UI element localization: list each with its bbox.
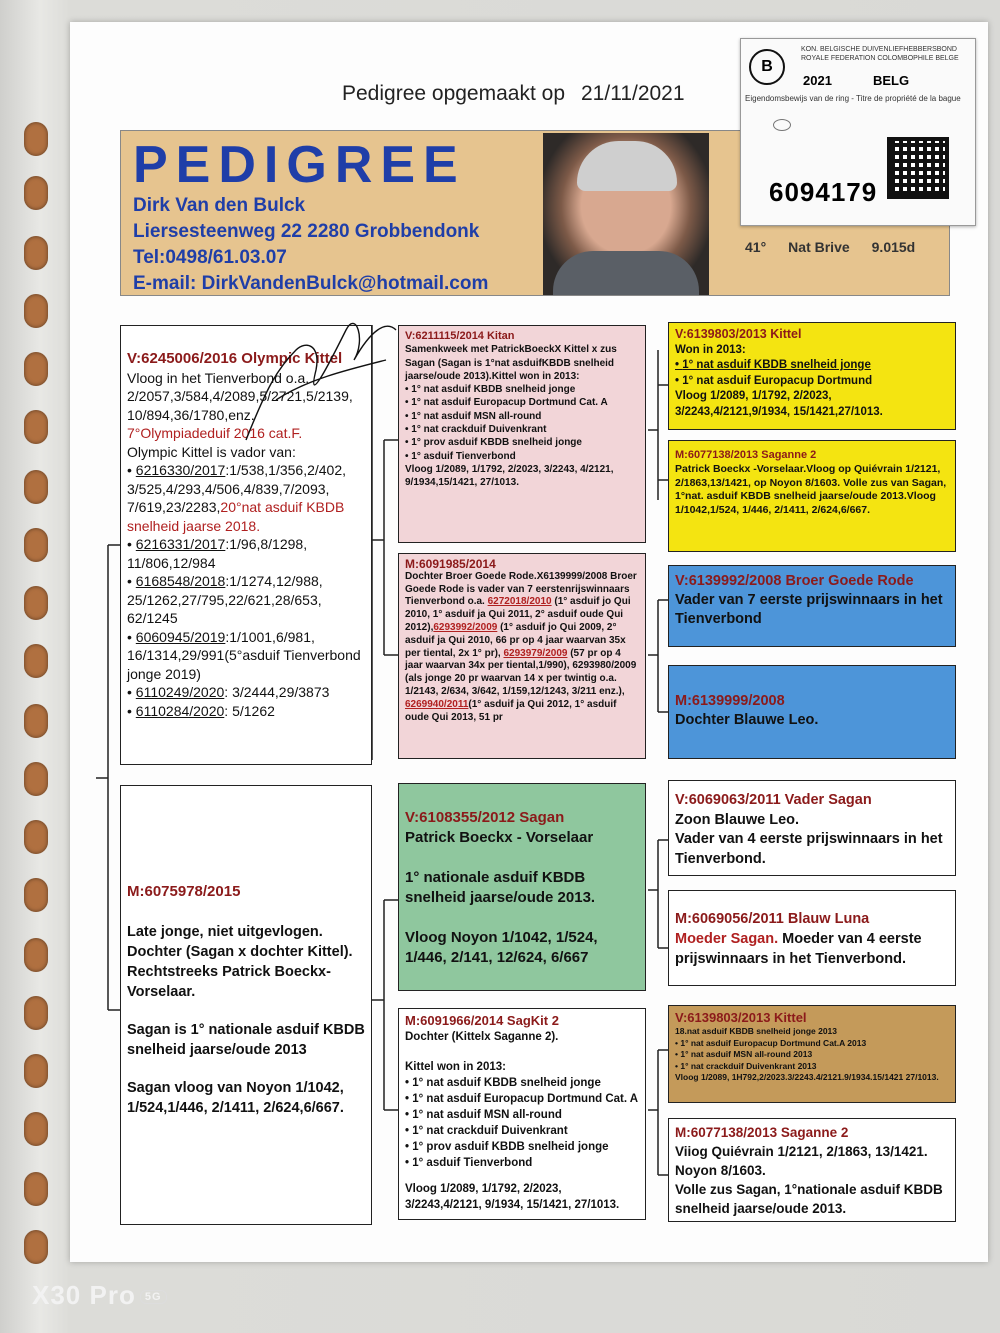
breeder-address: Liersesteenweg 22 2280 Grobbendonk bbox=[133, 221, 480, 242]
kbdb-logo-icon: B bbox=[749, 49, 785, 85]
dam-description: Late jonge, niet uitgevlogen. Dochter (Sagan x dochter Kittel). Rechtstreeks Patrick Boeckx-Vorselaar. bbox=[127, 924, 353, 1000]
ancestor-ring: M:6139999/2008 bbox=[675, 693, 785, 709]
sire-mother-ring: M:6091985/2014 bbox=[405, 557, 496, 571]
ancestor-text: Dochter Blauwe Leo. bbox=[675, 712, 819, 728]
achievement: • 1° nat crackduif Duivenkrant 2013 bbox=[675, 1061, 949, 1073]
tag-country: BELG bbox=[873, 73, 910, 88]
achievement: • 1° asduif Tienverbond bbox=[405, 450, 639, 463]
title-date: 21/11/2021 bbox=[581, 82, 685, 105]
tag-organisation: KON. BELGISCHE DUIVENLIEFHEBBERSBOND ROYALE FEDERATION COLOMBOPHILE BELGE bbox=[801, 46, 959, 62]
ancestor-ring: M:6077138/2013 Saganne 2 bbox=[675, 449, 817, 461]
ancestor-ring: V:6139803/2013 Kittel bbox=[675, 1010, 807, 1025]
dam-sagan-note: Sagan is 1° nationale asduif KBDB snelheid jaarse/oude 2013 bbox=[127, 1022, 365, 1058]
ancestor-ring: V:6069063/2011 Vader Sagan bbox=[675, 792, 872, 808]
subject-line: 2/2057,3/584,4/2089,5/2721,5/2139, bbox=[127, 388, 353, 404]
dam-father-results: Vloog Noyon 1/1042, 1/524, 1/446, 2/141, 12/624, 6/667 bbox=[405, 929, 598, 966]
child-entry: • 6060945/2019:1/1001,6/981, 16/1314,29/991(5°asduif Tienverbond jonge 2019) bbox=[127, 628, 365, 684]
title-label: Pedigree opgemaakt op bbox=[342, 82, 565, 105]
race-dist: 9.015d bbox=[871, 239, 916, 255]
dam-father-ring: V:6108355/2012 Sagan bbox=[405, 809, 565, 826]
achievement: • 1° nat asduif Europacup Dortmund Cat. A bbox=[405, 396, 639, 409]
ancestor-ring: V:6139992/2008 Broer Goede Rode bbox=[675, 573, 914, 589]
dam-sagan-results: Sagan vloog van Noyon 1/1042, 1/524,1/446, 2/1411, 2/624,6/667. bbox=[127, 1080, 344, 1116]
ancestor-won: Won in 2013: bbox=[675, 343, 746, 356]
sire-mother-card bbox=[398, 553, 646, 759]
sire-mother-text: Dochter Broer Goede Rode.X6139999/2008 Broer Goede Rode is vader van 7 eerstenrijswinnaars Tienverbond o.a. 6272018/2010 (1° asduif jo Qui 2010, 1° asduif ja Qui 2011, 2° asduif oude Qui 2012),6293992/2009 (1° asduif jo Qui 2009, 2° asduif ja Qui 2010, 66 pr op 4 jaar waarvan 35x per tiental, 2x 1° pr), 6293979/2009 (57 pr op 4 jaar waarvan 34x per tiental,1/990), 6293980/2009 (als jonge 20 pr waarvan 14 x per twintig o.a. 1/2143, 2/634, 3/642, 1/159,12/1243, 3/211 enz.), 6269940/2011(1° asduif ja Qui 2012, 1° asduif oude Qui 2013, 51 pr bbox=[405, 570, 637, 723]
subject-father-of: Olympic Kittel is vador van: bbox=[127, 443, 296, 460]
dam-father-owner: Patrick Boeckx - Vorselaar bbox=[405, 829, 594, 846]
achievement: • 1° nat asduif MSN all-round bbox=[405, 1107, 639, 1123]
ancestor-card-kittel-2 bbox=[668, 1005, 956, 1103]
breeder-name: Dirk Van den Bulck bbox=[133, 195, 306, 216]
dam-mother-sub: Dochter (Kittelx Saganne 2). bbox=[405, 1031, 559, 1043]
dam-card bbox=[120, 785, 372, 1225]
tag-ownership-text: Eigendomsbewijs van de ring - Titre de propriété de la bague bbox=[745, 94, 961, 103]
ancestor-card-saganne bbox=[668, 440, 956, 552]
achievement: • 1° nat asduif Europacup Dortmund Cat. A bbox=[405, 1091, 639, 1107]
child-entry: • 6110284/2020: 5/1262 bbox=[127, 702, 365, 721]
achievement: 18.nat asduif KBDB snelheid jonge 2013 bbox=[675, 1026, 838, 1036]
camera-model: X30 Pro bbox=[32, 1280, 136, 1310]
tag-year: 2021 bbox=[803, 73, 832, 88]
dam-mother-ring: M:6091966/2014 SagKit 2 bbox=[405, 1013, 559, 1028]
camera-watermark bbox=[32, 1280, 167, 1311]
child-entry: • 6168548/2018:1/1274,12/988, 25/1262,27/795,22/621,28/653, 62/1245 bbox=[127, 572, 365, 628]
achievement: • 1° nat crackduif Duivenkrant bbox=[405, 423, 639, 436]
handwritten-signature bbox=[236, 300, 406, 450]
ancestor-card-kittel bbox=[668, 322, 956, 430]
dam-father-card bbox=[398, 783, 646, 991]
ancestor-ring: V:6139803/2013 Kittel bbox=[675, 327, 802, 341]
child-entry: • 6216331/2017:1/96,8/1298, 11/806,12/984 bbox=[127, 535, 365, 572]
dam-mother-results: Vloog 1/2089, 1/1792, 2/2023, 3/2243,4/2121, 9/1934, 15/1421, 27/1013. bbox=[405, 1183, 620, 1211]
ancestor-card-dochter-blauwe-leo bbox=[668, 665, 956, 759]
ancestor-ring: M:6069056/2011 Blauw Luna bbox=[675, 911, 870, 927]
achievement: • 1° nat asduif Europacup Dortmund Cat.A 2013 bbox=[675, 1038, 949, 1050]
header-heading: PEDIGREE bbox=[133, 136, 466, 194]
ancestor-text: Vader van 7 eerste prijswinnaars in het Tienverbond bbox=[675, 592, 943, 627]
achievement: • 1° asduif Tienverbond bbox=[405, 1155, 639, 1171]
ancestor-line: Volle zus Sagan, 1°nationale asduif KBDB snelheid jaarse/oude 2013. bbox=[675, 1182, 943, 1216]
ancestor-ring: M:6077138/2013 Saganne 2 bbox=[675, 1125, 849, 1140]
subject-line: 10/894,36/1780,enz. bbox=[127, 406, 255, 423]
achievement: • 1° prov asduif KBDB snelheid jonge bbox=[405, 1139, 639, 1155]
ring-number: 6094179 bbox=[769, 177, 878, 207]
breeder-phone: Tel:0498/61.03.07 bbox=[133, 247, 287, 268]
achievement: • 1° nat asduif Europacup Dortmund bbox=[675, 374, 949, 390]
ancestor-results: Vloog 1/2089, 1/1792, 2/2023, 3/2243,4/2121,9/1934, 15/1421,27/1013. bbox=[675, 390, 883, 418]
achievement: • 1° prov asduif KBDB snelheid jonge bbox=[405, 436, 639, 449]
achievement: • 1° nat crackduif Duivenkrant bbox=[405, 1123, 639, 1139]
dam-mother-card bbox=[398, 1008, 646, 1220]
achievement: • 1° nat asduif KBDB snelheid jonge bbox=[405, 1075, 639, 1091]
child-entry: • 6110249/2020: 3/2444,29/3873 bbox=[127, 683, 365, 702]
child-entry: • 6216330/2017:1/538,1/356,2/402, 3/525,4/293,4/506,4/839,7/2093, 7/619,23/2283,20°nat asduif KBDB snelheid jaarse 2018. bbox=[127, 461, 365, 535]
ancestor-card-saganne-2 bbox=[668, 1118, 956, 1222]
dam-father-title: 1° nationale asduif KBDB snelheid jaarse/oude 2013. bbox=[405, 869, 596, 906]
ancestor-card-broer-goede-rode bbox=[668, 565, 956, 647]
sire-father-intro: Samenkweek met PatrickBoeckX Kittel x zus Sagan (Sagan is 1°nat asduifKBDB snelheid jaarse/oude 2013).Kittel won in 2013: bbox=[405, 344, 617, 382]
ancestor-text: Patrick Boeckx -Vorselaar.Vloog op Quiévrain 1/2121, 2/1863,13/1421, op Noyon 8/1603. Volle zus van Sagan, 1°nat. asduif KBDB snelheid jaarse/oude 2013.Vloog 1/1042,1/524, 1/446, 2/1411, 2/624,6/667. bbox=[675, 462, 947, 517]
dam-mother-intro: Kittel won in 2013: bbox=[405, 1061, 506, 1073]
ancestor-card-blauw-luna bbox=[668, 890, 956, 986]
ancestor-results: Vloog 1/2089, 1H792,2/2023.3/2243.4/2121.9/1934.15/1421 27/1013. bbox=[675, 1072, 939, 1082]
dam-ring: M:6075978/2015 bbox=[127, 883, 241, 900]
ancestor-line: Noyon 8/1603. bbox=[675, 1163, 766, 1178]
ancestor-line: Vader van 4 eerste prijswinnaars in het Tienverbond. bbox=[675, 831, 943, 867]
achievement: • 1° nat asduif MSN all-round bbox=[405, 410, 639, 423]
race-name: Nat Brive bbox=[788, 239, 850, 255]
subject-olympiad: 7°Olympiadeduif 2016 cat.F. bbox=[127, 425, 303, 441]
subject-ring: V:6245006/2016 Olympic Kittel bbox=[127, 350, 343, 367]
achievement: • 1° nat asduif KBDB snelheid jonge bbox=[675, 358, 949, 374]
breeder-email: E-mail: DirkVandenBulck@hotmail.com bbox=[133, 273, 489, 294]
network-badge: 5G bbox=[140, 1290, 167, 1304]
subject-line: Vloog in het Tienverbond o.a. bbox=[127, 369, 310, 386]
achievement: • 1° nat asduif KBDB snelheid jonge bbox=[405, 383, 639, 396]
ancestor-card-vader-sagan bbox=[668, 780, 956, 876]
ancestor-line: Zoon Blauwe Leo. bbox=[675, 811, 800, 828]
ancestor-line: Viiog Quiévrain 1/2121, 2/1863, 13/1421. bbox=[675, 1144, 928, 1159]
sire-father-card bbox=[398, 325, 646, 543]
sire-father-ring: V:6211115/2014 Kitan bbox=[405, 330, 515, 342]
achievement: • 1° nat asduif MSN all-round 2013 bbox=[675, 1049, 949, 1061]
race-place: 41° bbox=[745, 239, 767, 255]
ancestor-text: Moeder Sagan. Moeder van 4 eerste prijswinnaars in het Tienverbond. bbox=[675, 931, 922, 967]
sire-father-results: Vloog 1/2089, 1/1792, 2/2023, 3/2243, 4/2121, 9/1934,15/1421, 27/1013. bbox=[405, 463, 614, 489]
